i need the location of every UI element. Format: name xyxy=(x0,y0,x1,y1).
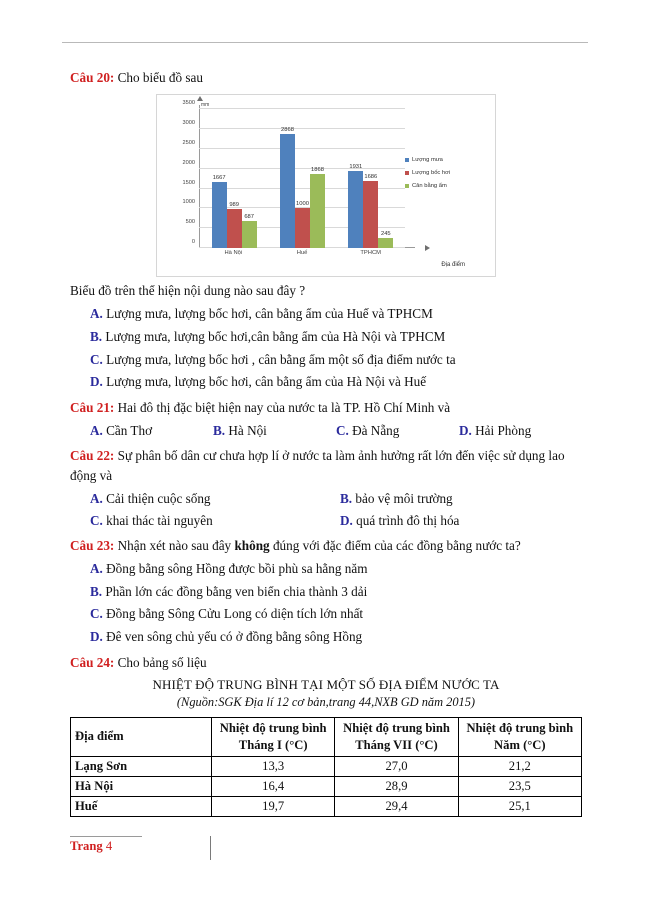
option-b-text: Lượng mưa, lượng bốc hơi,cân bằng ẩm của Hà Nội và TPHCM xyxy=(102,328,446,344)
cell-year: 21,2 xyxy=(458,756,581,776)
column-header-location xyxy=(71,717,212,756)
y-tick-label: 3000 xyxy=(182,119,195,126)
option-a-text: Cần Thơ xyxy=(102,423,153,438)
chart-y-unit-label: mm xyxy=(201,102,210,109)
option-b-letter: B. xyxy=(90,328,103,344)
table-body xyxy=(71,756,582,816)
y-tick-label: 0 xyxy=(191,239,195,246)
option-c-text: khai thác tài nguyên xyxy=(102,512,213,528)
column-header-jul-line2: Tháng VII (°C) xyxy=(355,737,438,752)
option-b[interactable] xyxy=(340,488,453,510)
option-c-letter: C. xyxy=(336,423,349,438)
option-c-text: Đồng bằng Sông Cửu Long có diện tích lớn nhất xyxy=(102,606,364,622)
chart-legend xyxy=(405,157,489,196)
question-23-prompt xyxy=(70,536,582,556)
y-tick-label: 1000 xyxy=(182,199,195,206)
footer-label-text: Trang xyxy=(70,839,103,853)
option-d-letter: D. xyxy=(90,629,103,645)
cell-jan: 19,7 xyxy=(212,796,335,816)
y-axis-arrow-icon xyxy=(197,96,203,101)
option-a-text: Đồng bằng sông Hồng được bồi phù sa hằng năm xyxy=(102,560,368,576)
option-a-text: Cải thiện cuộc sống xyxy=(102,491,211,507)
chart-x-axis-title: Địa điểm xyxy=(441,262,465,269)
cell-year: 23,5 xyxy=(458,776,581,796)
cell-jul: 28,9 xyxy=(335,776,458,796)
table-header xyxy=(71,717,582,756)
footer-page-number: 4 xyxy=(105,839,113,853)
cell-location: Lạng Sơn xyxy=(71,756,212,776)
question-20-tag: Câu 20: xyxy=(70,70,115,85)
chart-x-tick-labels xyxy=(199,250,405,262)
option-d[interactable] xyxy=(70,626,582,649)
option-b-text: bảo vệ môi trường xyxy=(352,491,453,507)
question-23-tag: Câu 23: xyxy=(70,537,115,553)
bar-value-label: 989 xyxy=(229,201,239,208)
bar xyxy=(212,174,227,248)
option-a-text: Lượng mưa, lượng bốc hơi, cân bằng ẩm của Huế và TPHCM xyxy=(102,306,433,322)
bar xyxy=(227,201,242,248)
column-header-location-line1: Địa điểm xyxy=(75,729,124,744)
bar-value-label: 1667 xyxy=(212,174,226,181)
y-tick-label: 2000 xyxy=(182,159,195,166)
option-b[interactable] xyxy=(70,326,582,349)
bar xyxy=(363,174,378,248)
option-c[interactable] xyxy=(70,603,582,626)
question-22-prompt-text: Sự phân bố dân cư chưa hợp lí ở nước ta làm ảnh hưởng rất lớn đến việc sử dụng lao động và xyxy=(70,447,565,483)
y-tick-label: 2500 xyxy=(182,139,195,146)
question-22-options-row-1 xyxy=(70,488,582,510)
temperature-table xyxy=(70,717,582,817)
option-b-letter: B. xyxy=(213,423,226,438)
bar-value-label: 1686 xyxy=(364,174,378,181)
column-header-year xyxy=(458,717,581,756)
question-20-options xyxy=(70,303,582,394)
option-d-text: Đê ven sông chủ yếu có ở đồng bằng sông Hồng xyxy=(102,629,363,645)
bar xyxy=(348,164,363,248)
question-24-tag: Câu 24: xyxy=(70,654,115,670)
question-23-prompt-emphasis: không xyxy=(234,537,270,553)
option-d[interactable] xyxy=(340,510,459,532)
bar-group xyxy=(200,109,268,248)
question-23-options xyxy=(70,558,582,649)
option-b-text: Phần lớn các đồng bằng ven biển chia thành 3 dải xyxy=(102,583,368,599)
column-header-jan xyxy=(212,717,335,756)
rainfall-bar-chart xyxy=(156,94,496,277)
table-source: (Nguồn:SGK Địa lí 12 cơ bản,trang 44,NXB GD năm 2015) xyxy=(176,694,476,709)
option-a-letter: A. xyxy=(90,491,103,507)
option-c-letter: C. xyxy=(90,606,103,622)
bar xyxy=(378,231,393,248)
question-24-prompt-text: Cho bảng số liệu xyxy=(114,654,207,670)
x-axis-arrow-icon xyxy=(425,245,430,251)
legend-swatch-icon xyxy=(405,158,409,162)
table-header-row xyxy=(71,717,582,756)
question-20-prompt xyxy=(70,68,582,88)
option-d-text: Lượng mưa, lượng bốc hơi, cân bằng ẩm của Hà Nội và Huế xyxy=(102,374,427,390)
option-d-letter: D. xyxy=(340,512,353,528)
option-d[interactable] xyxy=(70,371,582,394)
cell-year: 25,1 xyxy=(458,796,581,816)
option-b-letter: B. xyxy=(90,583,103,599)
question-21-tag: Câu 21: xyxy=(70,399,115,415)
x-tick-label: TPHCM xyxy=(360,250,381,257)
option-a[interactable] xyxy=(70,558,582,581)
question-22-options-row-2 xyxy=(70,510,582,532)
option-d-letter: D. xyxy=(90,374,103,390)
option-c-text: Đà Nẵng xyxy=(348,423,400,438)
bar-group xyxy=(268,109,336,248)
cell-jan: 13,3 xyxy=(212,756,335,776)
option-c-letter: C. xyxy=(90,351,103,367)
cell-location: Huế xyxy=(71,796,212,816)
option-c[interactable] xyxy=(70,349,582,372)
option-b[interactable] xyxy=(70,581,582,604)
option-c-letter: C. xyxy=(90,512,103,528)
question-22-tag: Câu 22: xyxy=(70,447,115,463)
bar-value-label: 687 xyxy=(244,213,254,220)
cell-jul: 27,0 xyxy=(335,756,458,776)
option-a-letter: A. xyxy=(90,560,103,576)
legend-swatch-icon xyxy=(405,184,409,188)
footer-rule xyxy=(70,836,142,837)
table-row xyxy=(71,796,582,816)
bar xyxy=(280,127,295,248)
document-content xyxy=(70,68,582,817)
question-23-prompt-after: đúng với đặc điểm của các đồng bằng nước ta? xyxy=(269,537,521,553)
legend-label: Cân bằng ẩm xyxy=(412,183,447,190)
bar xyxy=(310,166,325,248)
legend-item xyxy=(405,183,489,189)
option-d-text: quá trình đô thị hóa xyxy=(352,512,460,528)
column-header-jan-line1: Nhiệt độ trung bình xyxy=(219,720,327,735)
legend-item xyxy=(405,157,489,163)
question-20-sub-prompt: Biểu đồ trên thể hiện nội dung nào sau đây ? xyxy=(70,283,306,299)
table-title: NHIỆT ĐỘ TRUNG BÌNH TẠI MỘT SỐ ĐỊA ĐIỂM NƯỚC TA xyxy=(152,676,500,692)
page-header-rule xyxy=(62,42,588,43)
column-header-jul-line1: Nhiệt độ trung bình xyxy=(343,720,450,735)
legend-item xyxy=(405,170,489,176)
footer-cursor-bar xyxy=(210,836,211,860)
column-header-year-line1: Nhiệt độ trung bình xyxy=(466,720,574,735)
column-header-jul xyxy=(335,717,458,756)
table-row xyxy=(71,756,582,776)
option-b-text: Hà Nội xyxy=(225,423,267,438)
y-tick-label: 500 xyxy=(185,219,195,226)
table-row xyxy=(71,776,582,796)
question-23-prompt-before: Nhận xét nào sau đây xyxy=(114,537,235,553)
option-b[interactable] xyxy=(213,420,336,442)
bar-value-label: 1931 xyxy=(349,164,363,171)
bar xyxy=(295,201,310,248)
bar-group xyxy=(337,109,405,248)
x-tick-label: Huế xyxy=(296,250,308,257)
y-tick-label: 3500 xyxy=(182,100,195,107)
x-tick-label: Hà Nội xyxy=(224,250,243,257)
option-c[interactable] xyxy=(90,510,340,532)
option-a-letter: A. xyxy=(90,423,103,438)
option-a-letter: A. xyxy=(90,306,103,322)
bar-value-label: 1000 xyxy=(296,201,309,208)
bar-value-label: 245 xyxy=(380,231,391,238)
legend-swatch-icon xyxy=(405,171,409,175)
question-24-prompt xyxy=(70,653,582,673)
cell-location: Hà Nội xyxy=(71,776,212,796)
bar xyxy=(242,213,257,248)
option-c[interactable] xyxy=(336,420,459,442)
question-21-prompt-text: Hai đô thị đặc biệt hiện nay của nước ta là TP. Hồ Chí Minh và xyxy=(114,399,451,415)
option-d-text: Hải Phòng xyxy=(471,423,532,438)
option-a[interactable] xyxy=(90,488,340,510)
option-a[interactable] xyxy=(90,420,213,442)
bar-value-label: 1868 xyxy=(311,166,324,173)
bar-value-label: 2868 xyxy=(281,127,294,134)
y-tick-label: 1500 xyxy=(182,179,195,186)
cell-jul: 29,4 xyxy=(335,796,458,816)
option-a[interactable] xyxy=(70,303,582,326)
question-22-prompt xyxy=(70,446,582,486)
question-21-prompt xyxy=(70,398,582,418)
option-c-text: Lượng mưa, lượng bốc hơi , cân bằng ẩm một số địa điểm nước ta xyxy=(102,351,456,367)
question-21-options xyxy=(70,420,582,442)
question-20-prompt-text: Cho biểu đồ sau xyxy=(114,70,203,85)
chart-bar-groups xyxy=(200,109,405,248)
option-d[interactable] xyxy=(459,420,582,442)
page-footer xyxy=(70,836,582,854)
option-d-letter: D. xyxy=(459,423,472,438)
footer-page-label xyxy=(70,839,582,854)
cell-jan: 16,4 xyxy=(212,776,335,796)
option-b-letter: B. xyxy=(340,491,353,507)
legend-label: Lượng mưa xyxy=(412,157,443,164)
column-header-year-line2: Năm (°C) xyxy=(494,737,546,752)
column-header-jan-line2: Tháng I (°C) xyxy=(238,737,308,752)
legend-label: Lượng bốc hơi xyxy=(412,170,451,177)
chart-container xyxy=(70,94,582,277)
